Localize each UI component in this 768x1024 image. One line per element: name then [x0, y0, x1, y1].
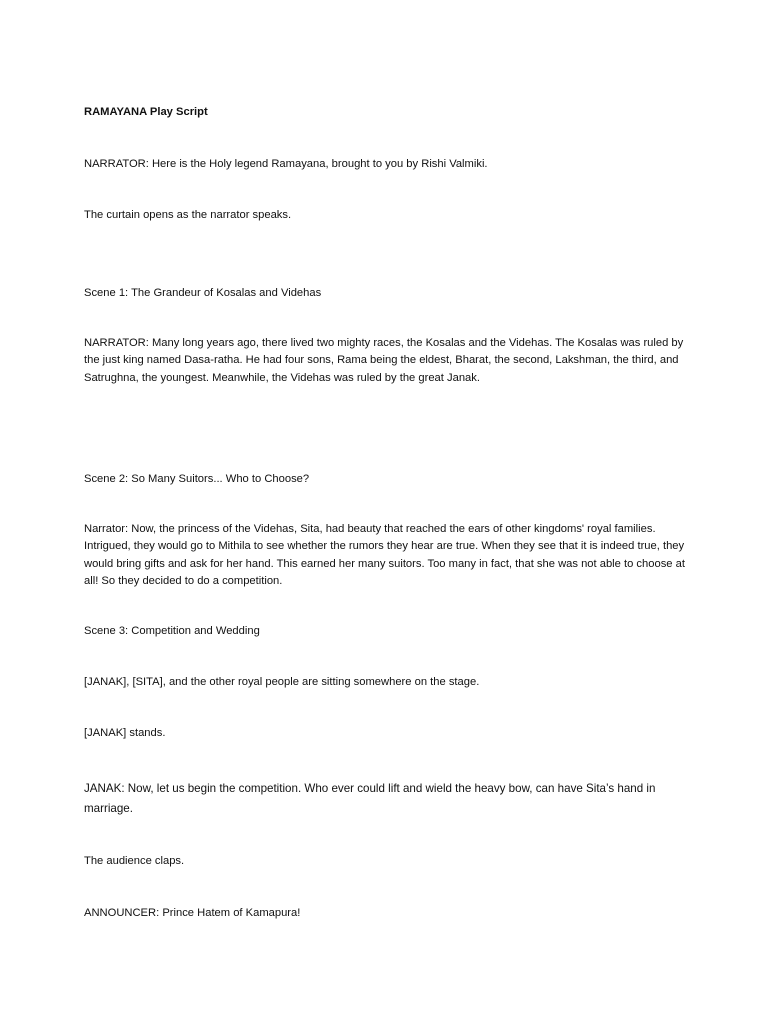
stage-direction-seated: [JANAK], [SITA], and the other royal people are sitting somewhere on the stage.: [84, 676, 480, 688]
announcer-line: ANNOUNCER: Prince Hatem of Kamapura!: [84, 907, 301, 919]
stage-direction-janak-stands: [JANAK] stands.: [84, 727, 166, 739]
stage-direction-curtain: The curtain opens as the narrator speaks.: [84, 209, 292, 221]
scene-3-heading: Scene 3: Competition and Wedding: [84, 625, 260, 637]
document-title: RAMAYANA Play Script: [84, 106, 208, 118]
narrator-intro-line: NARRATOR: Here is the Holy legend Ramayana, brought to you by Rishi Valmiki.: [84, 158, 488, 170]
scene-2-heading: Scene 2: So Many Suitors... Who to Choose?: [84, 473, 310, 485]
scene-1-narration: NARRATOR: Many long years ago, there lived two mighty races, the Kosalas and the Videhas. The Kosalas was ruled by the just king named Dasa-ratha. He had four sons, Rama being the eldest, Bharat, the second, Lakshman, the third, and Satrughna, the youngest. Meanwhile, the Videhas was ruled by the great Janak.: [84, 337, 684, 384]
janak-dialogue: JANAK: Now, let us begin the competition. Who ever could lift and wield the heavy bow, can have Sita’s hand in marriage.: [84, 782, 656, 815]
scene-1-heading: Scene 1: The Grandeur of Kosalas and Videhas: [84, 287, 322, 299]
stage-direction-audience: The audience claps.: [84, 855, 185, 867]
scene-2-narration: Narrator: Now, the princess of the Videhas, Sita, had beauty that reached the ears of other kingdoms' royal families. Intrigued, they would go to Mithila to see whether the rumors they hear are true. When they see that it is indeed true, they would bring gifts and ask for her hand. This earned her many suitors. Too many in fact, that she was not able to choose at all! So they decided to do a competition.: [84, 523, 685, 587]
